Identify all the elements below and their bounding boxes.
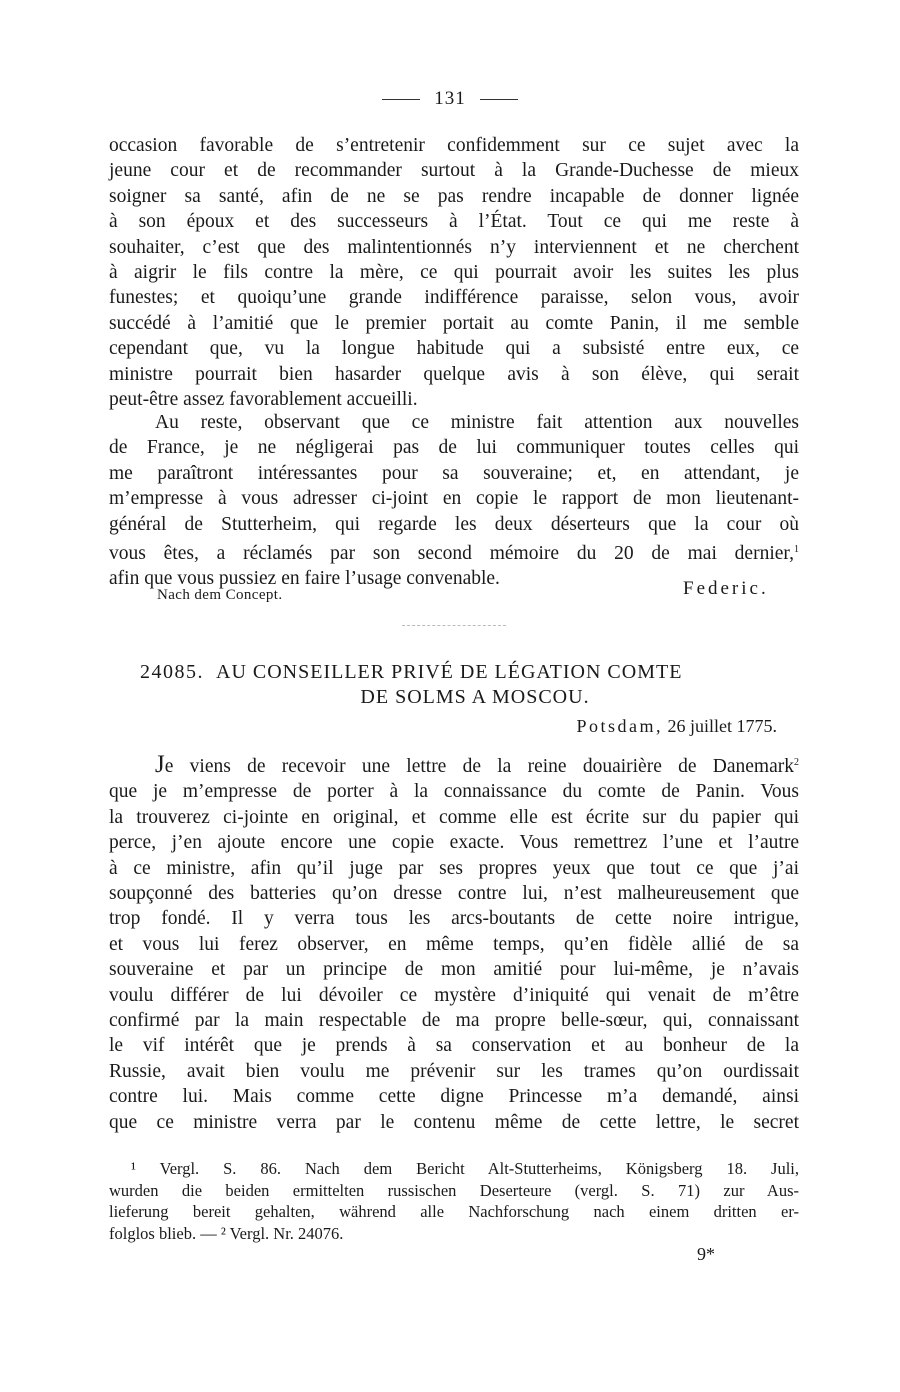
text-line: Russie, avait bien voulu me prévenir sur les trames qu’on ourdissait [109, 1060, 799, 1082]
text-line [109, 750, 799, 779]
paragraph-2 [109, 410, 799, 592]
letter-dateline [576, 716, 777, 737]
letter-date: 26 juillet 1775. [667, 716, 777, 736]
text-line: perce, j’en ajoute encore une copie exacte. Vous remettrez l’une et l’autre [109, 832, 799, 854]
text-line: succédé à l’amitié que le premier portait au comte Panin, il me semble [109, 312, 799, 334]
text-line: le vif intérêt que je prends à sa conservation et au bonheur de la [109, 1035, 799, 1057]
text-line [109, 537, 799, 566]
text-line: que ce ministre verra par le contenu même de cette lettre, le secret [109, 1111, 799, 1133]
text-line: soigner sa santé, afin de ne se pas rendre incapable de donner lignée [109, 185, 799, 207]
text-line: que je m’empresse de porter à la connaissance du comte de Panin. Vous [109, 781, 799, 803]
text-line: trop fondé. Il y verra tous les arcs-boutants de cette noire intrigue, [109, 908, 799, 930]
letter-place: Potsdam, [576, 716, 663, 736]
footnote-line: folglos blieb. — ² Vergl. Nr. 24076. [109, 1223, 344, 1243]
text-line: souveraine et par un principe de mon amitié pour lui-même, je n’avais [109, 959, 799, 981]
page-number: 131 [434, 88, 466, 109]
text-line: et vous lui ferez observer, en même temps, qu’en fidèle allié de sa [109, 933, 799, 955]
text-line: contre lui. Mais comme cette digne Princesse m’a demandé, ainsi [109, 1086, 799, 1108]
footnote-line: wurden die beiden ermittelten russischen Deserteure (vergl. S. 71) zur Aus- [109, 1180, 799, 1200]
footnote-ref: 2 [794, 757, 799, 768]
paragraph-1 [109, 133, 799, 412]
letter-number: 24085. [140, 661, 204, 683]
header-rule-right [480, 99, 518, 100]
text-line: funestes; et quoiqu’une grande indifférence paraisse, selon vous, avoir [109, 287, 799, 309]
running-header [0, 88, 900, 110]
text-line: voulu différer de lui dévoiler ce mystère d’iniquité qui venait de m’être [109, 984, 799, 1006]
footnote-line: lieferung bereit gehalten, während alle Nachforschung nach einem dritten er- [109, 1202, 799, 1222]
text-line: général de Stutterheim, qui regarde les deux déserteurs que la cour où [109, 513, 799, 535]
text-line: soupçonné des batteries qu’on dresse contre lui, n’est malheureusement que [109, 883, 799, 905]
text-line: souhaiter, c’est que des malintentionnés n’y interviennent et ne cherchent [109, 236, 799, 258]
text-line-content: e viens de recevoir une lettre de la reine douairière de Danemark [164, 756, 794, 777]
text-line: me paraîtront intéressantes pour sa souveraine; et, en attendant, je [109, 462, 799, 484]
text-line: ministre pourrait bien hasarder quelque avis à son élève, qui serait [109, 363, 799, 385]
signature: Federic. [683, 578, 769, 599]
signature-mark: 9* [697, 1244, 715, 1264]
text-line: jeune cour et de recommander surtout à la Grande-Duchesse de mieux [109, 160, 799, 182]
header-rule-left [382, 99, 420, 100]
text-line: à son époux et des successeurs à l’État. Tout ce qui me reste à [109, 211, 799, 233]
text-line: occasion favorable de s’entretenir confidemment sur ce sujet avec la [109, 135, 799, 156]
footnotes [109, 1158, 799, 1244]
letter-title-line-1: AU CONSEILLER PRIVÉ DE LÉGATION COMTE [216, 661, 683, 683]
paragraph-3 [109, 750, 799, 1135]
text-line: m’empresse à vous adresser ci-joint en copie le rapport de mon lieutenant- [109, 488, 799, 510]
text-line: à ce ministre, afin qu’il juge par ses propres yeux que tout ce que j’ai [109, 857, 799, 879]
text-line: de France, je ne négligerai pas de lui communiquer toutes celles qui [109, 437, 799, 459]
footnote-ref: 1 [794, 544, 799, 556]
text-line: Au reste, observant que ce ministre fait attention aux nouvelles [155, 412, 799, 433]
concept-note: Nach dem Concept. [157, 587, 283, 603]
text-line: confirmé par la main respectable de ma propre belle-sœur, qui, connaissant [109, 1010, 799, 1032]
letter-heading [140, 660, 800, 710]
text-line: cependant que, vu la longue habitude qui a subsisté entre eux, ce [109, 338, 799, 360]
text-line-content: vous êtes, a réclamés par son second mémoire du 20 de mai dernier, [109, 543, 794, 565]
text-line: afin que vous pussiez en faire l’usage convenable. [109, 568, 500, 590]
text-line: peut-être assez favorablement accueilli. [109, 389, 418, 411]
text-line: la trouverez ci-jointe en original, et comme elle est écrite sur du papier qui [109, 806, 799, 828]
footnote-line: ¹ Vergl. S. 86. Nach dem Bericht Alt-Stutterheims, Königsberg 18. Juli, [131, 1159, 799, 1178]
initial-letter: J [155, 751, 165, 778]
section-separator [402, 625, 506, 626]
letter-title-line-2: DE SOLMS A MOSCOU. [360, 686, 590, 708]
text-line: à aigrir le fils contre la mère, ce qui pourrait avoir les suites les plus [109, 262, 799, 284]
